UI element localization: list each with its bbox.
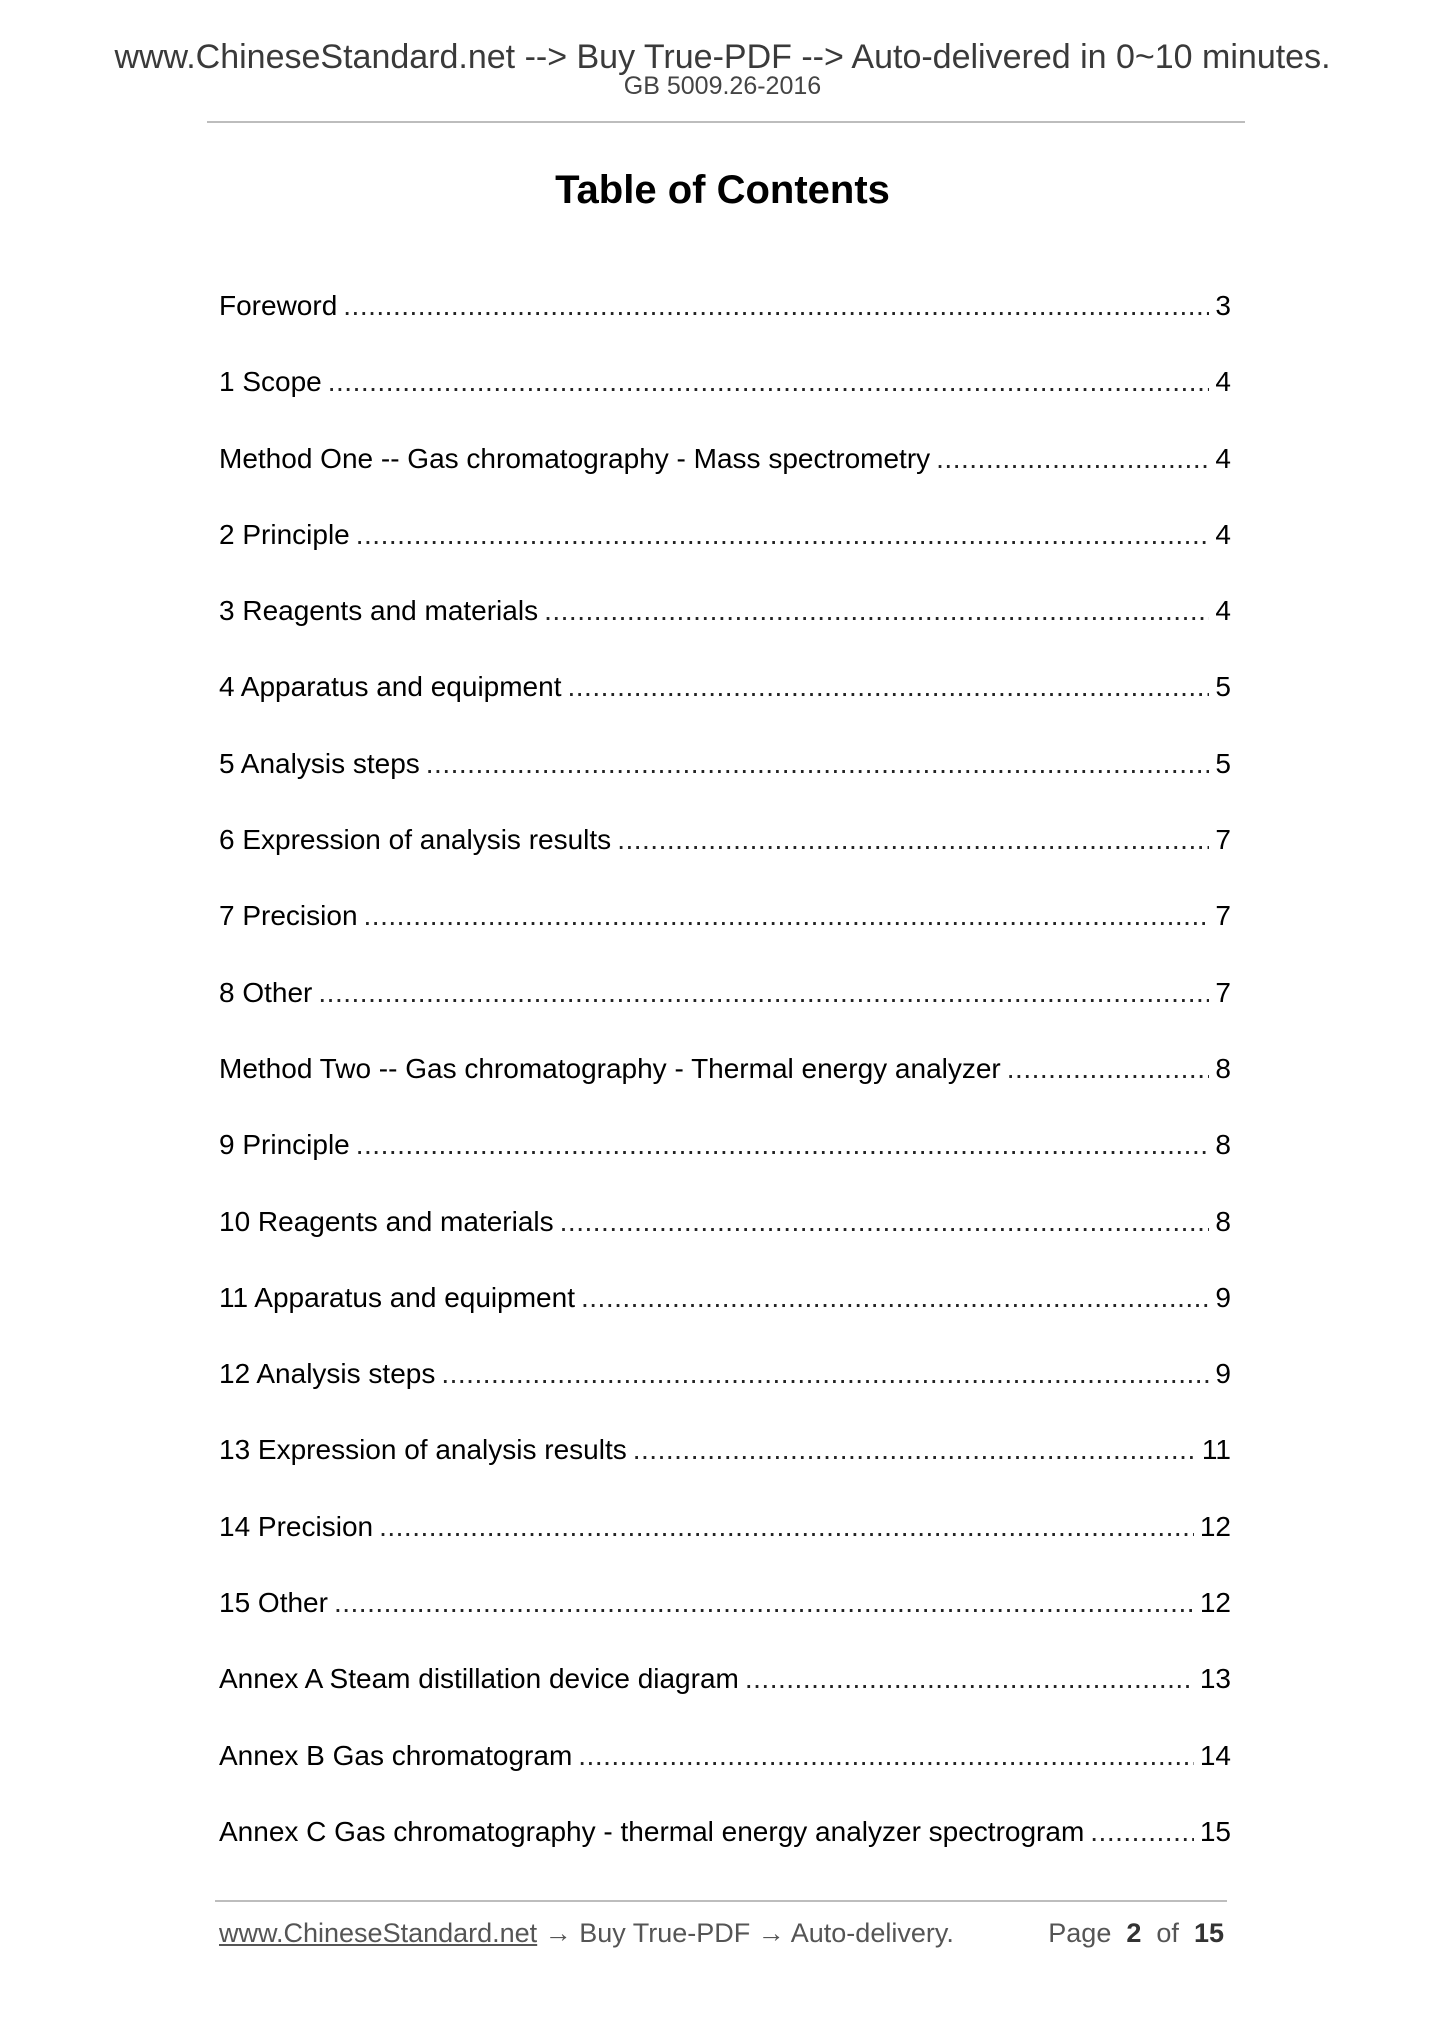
toc-entry[interactable] <box>219 360 1231 436</box>
toc-entry-page-number: 8 <box>1215 1052 1231 1084</box>
toc-entry-label: 10 Reagents and materials <box>219 1205 554 1237</box>
toc-entry[interactable] <box>219 1581 1231 1657</box>
toc-entry-page-number: 7 <box>1215 976 1231 1008</box>
toc-dot-leader <box>1007 1047 1210 1091</box>
standard-code: GB 5009.26-2016 <box>623 72 822 100</box>
toc-entry[interactable] <box>219 742 1231 818</box>
toc-dot-leader <box>356 1123 1210 1167</box>
toc-entry-label: 5 Analysis steps <box>219 747 420 779</box>
toc-entry-label: 7 Precision <box>219 900 358 932</box>
current-page-number: 2 <box>1126 1918 1142 1948</box>
toc-entry-page-number: 14 <box>1199 1739 1231 1771</box>
toc-entry-page-number: 4 <box>1215 366 1231 398</box>
toc-entry-page-number: 3 <box>1215 290 1231 321</box>
toc-dot-leader <box>745 1657 1194 1701</box>
toc-entry-page-number: 12 <box>1199 1587 1231 1619</box>
toc-dot-leader <box>441 1352 1209 1396</box>
site-banner: www.ChineseStandard.net --> Buy True-PDF --> Auto-delivered in 0~10 minutes. <box>114 38 1331 76</box>
toc-dot-leader <box>936 437 1209 481</box>
toc-entry-label: 12 Analysis steps <box>219 1358 436 1390</box>
toc-entry-page-number: 15 <box>1199 1815 1231 1847</box>
toc-entry-label: 13 Expression of analysis results <box>219 1434 627 1466</box>
footer-arrow-1: → <box>537 1918 580 1948</box>
toc-entry[interactable] <box>219 1123 1231 1199</box>
toc-entry-label: 14 Precision <box>219 1510 374 1542</box>
toc-dot-leader <box>343 284 1209 328</box>
toc-entry-page-number: 13 <box>1199 1663 1231 1695</box>
page-indicator <box>1048 1918 1224 1949</box>
toc-entry-label: Annex C Gas chromatography - thermal energy analyzer spectrogram <box>219 1815 1085 1847</box>
toc-dot-leader <box>1090 1810 1194 1854</box>
toc-dot-leader <box>578 1734 1194 1778</box>
toc-entry-label: Annex A Steam distillation device diagram <box>219 1663 739 1695</box>
page-word: Page <box>1048 1918 1112 1948</box>
of-word: of <box>1156 1918 1179 1948</box>
toc-entry-label: Method One -- Gas chromatography - Mass spectrometry <box>219 442 931 474</box>
footer-site-link[interactable]: www.ChineseStandard.net <box>219 1918 538 1948</box>
toc-entry-page-number: 4 <box>1215 518 1231 550</box>
toc-entry-label: 1 Scope <box>219 366 322 398</box>
toc-entry[interactable] <box>219 1352 1231 1428</box>
toc-dot-leader <box>328 360 1210 404</box>
toc-entry[interactable] <box>219 1276 1231 1352</box>
toc-dot-leader <box>617 818 1209 862</box>
toc-dot-leader <box>633 1428 1196 1472</box>
toc-dot-leader <box>567 665 1209 709</box>
toc-entry[interactable] <box>219 1428 1231 1504</box>
toc-dot-leader <box>560 1200 1210 1244</box>
toc-entry[interactable] <box>219 1505 1231 1581</box>
footer-delivery-text: Auto-delivery. <box>790 1918 954 1948</box>
toc-entry-page-number: 7 <box>1215 900 1231 932</box>
toc-entry[interactable] <box>219 513 1231 589</box>
toc-entry-label: 3 Reagents and materials <box>219 595 539 627</box>
toc-entry-page-number: 5 <box>1215 671 1231 703</box>
toc-dot-leader <box>581 1276 1209 1320</box>
toc-dot-leader <box>318 971 1209 1015</box>
toc-dot-leader <box>426 742 1210 786</box>
toc-entry-page-number: 7 <box>1215 824 1231 856</box>
toc-dot-leader <box>364 894 1210 938</box>
footer-divider <box>215 1900 1227 1902</box>
toc-entry[interactable] <box>219 971 1231 1047</box>
toc-entry-label: Annex B Gas chromatogram <box>219 1739 573 1771</box>
toc-entry-page-number: 12 <box>1199 1510 1231 1542</box>
total-pages-number: 15 <box>1193 1918 1224 1948</box>
toc-entry-label: 11 Apparatus and equipment <box>219 1281 575 1313</box>
toc-entry[interactable] <box>219 589 1231 665</box>
toc-entry-label: 2 Principle <box>219 518 350 550</box>
toc-entry-label: 6 Expression of analysis results <box>219 824 612 856</box>
toc-dot-leader <box>334 1581 1194 1625</box>
toc-entry-label: 9 Principle <box>219 1129 350 1161</box>
toc-dot-leader <box>544 589 1209 633</box>
toc-entry[interactable] <box>219 284 1231 360</box>
toc-entry-label: 15 Other <box>219 1587 328 1619</box>
toc-entry[interactable] <box>219 1047 1231 1123</box>
toc-entry-page-number: 5 <box>1215 747 1231 779</box>
toc-entry[interactable] <box>219 665 1231 741</box>
footer-arrow-2: → <box>750 1918 791 1948</box>
toc-entry-label: Foreword <box>219 290 338 321</box>
toc-entry-page-number: 9 <box>1215 1281 1231 1313</box>
toc-entry[interactable] <box>219 1734 1231 1810</box>
toc-entry[interactable] <box>219 1810 1231 1886</box>
toc-title: Table of Contents <box>555 168 890 212</box>
toc-entry-label: 8 Other <box>219 976 313 1008</box>
toc-entry[interactable] <box>219 437 1231 513</box>
footer-buy-text: Buy True-PDF <box>579 1918 751 1948</box>
toc-entry[interactable] <box>219 1657 1231 1733</box>
toc-entry-label: 4 Apparatus and equipment <box>219 671 562 703</box>
toc-entry[interactable] <box>219 894 1231 970</box>
header-divider <box>207 121 1245 123</box>
toc-entry-label: Method Two -- Gas chromatography - Thermal energy analyzer <box>219 1052 1001 1084</box>
toc-entry-page-number: 4 <box>1215 595 1231 627</box>
toc-entry[interactable] <box>219 1200 1231 1276</box>
toc-list <box>219 284 1231 1886</box>
toc-dot-leader <box>356 513 1210 557</box>
toc-entry-page-number: 11 <box>1201 1434 1231 1466</box>
page-footer <box>219 1918 1224 1949</box>
toc-entry-page-number: 9 <box>1215 1358 1231 1390</box>
toc-entry-page-number: 8 <box>1215 1129 1231 1161</box>
toc-entry-page-number: 8 <box>1215 1205 1231 1237</box>
toc-entry-page-number: 4 <box>1215 442 1231 474</box>
toc-entry[interactable] <box>219 818 1231 894</box>
toc-dot-leader <box>379 1505 1194 1549</box>
